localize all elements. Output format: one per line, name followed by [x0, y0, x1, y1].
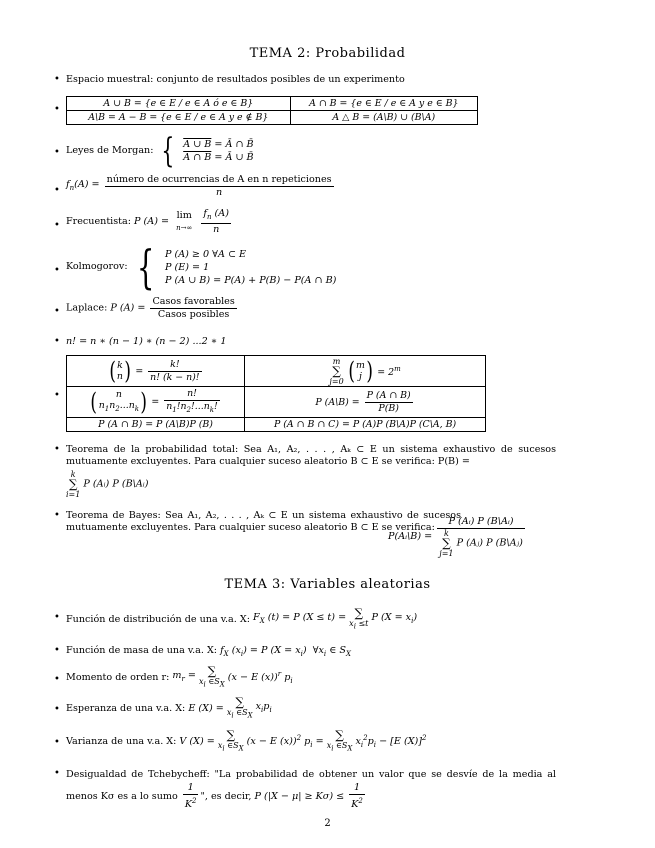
laplace: Laplace: P (A) = $\frac{\text{Casos favorables}}{\text{Casos posibles}}$	[66, 296, 235, 320]
kolmogorov-axiom-1: P (A) ≥ 0 ∀A ⊂ E	[164, 248, 247, 260]
total-probability-text: Teorema de la probabilidad total: Sea A₁, A₂, . . . , Aₖ ⊂ E un sistema exhaustivo de sucesos mutuamente excluyentes. Para cualquier suceso aleatorio B ⊂ E se verifica: P(B) =	[66, 444, 556, 467]
frec-denominator: n	[213, 223, 220, 235]
bayes-denominator: P (Aⱼ) P (B\Aⱼ)	[456, 537, 523, 549]
fn-denominator: n	[216, 187, 223, 198]
kolmogorov	[66, 240, 337, 294]
relative-frequency: $f_n(A)$ = $\frac{\text{número de ocurrencias de A en n repeticiones}}{n}$	[66, 174, 332, 198]
set-operations-table	[66, 96, 478, 125]
moment: Momento de orden r: $m_r$ = ∑ $x_i$ $\in S_X$ (x − E (x))$^r$ $p_i$	[66, 664, 293, 689]
bullet: •	[54, 147, 60, 158]
tema3-title: TEMA 3: Variables aleatorias	[224, 577, 431, 592]
frec-numerator: f	[203, 208, 207, 219]
bullet: •	[54, 265, 60, 276]
tchebycheff-text: Desigualdad de Tchebycheff: "La probabilidad de obtener un valor que se desvíe de la media al menos Kσ es a lo sumo	[66, 769, 556, 803]
binomial-sum-cell: m ∑ j=0 ( m j ) = $2^m$	[245, 356, 486, 387]
bullet: •	[54, 737, 60, 748]
morgan-label: Leyes de Morgan:	[66, 145, 154, 156]
bullet: •	[54, 645, 60, 656]
bullet: •	[54, 306, 60, 317]
frecuentista: Frecuentista: P (A) = lim n→∞ $\frac{f_n (A)}{n}$	[66, 208, 229, 235]
laplace-numerator: Casos favorables	[152, 296, 235, 307]
chain-rule-cell: P (A ∩ B ∩ C) = P (A)P (B\A)P (C\A, B)	[245, 418, 486, 432]
kolmogorov-axiom-3: P (A ∪ B) = P(A) + P(B) − P(A ∩ B)	[164, 274, 337, 286]
lim-sub: n→∞	[176, 223, 193, 232]
product-rule-cell: P (A ∩ B) = P (A\B)P (B)	[67, 418, 245, 432]
variance-label: Varianza de una v.a. X:	[66, 735, 177, 747]
laplace-denominator: Casos posibles	[157, 309, 230, 320]
factorial: n! = n ∗ (n − 1) ∗ (n − 2) ...2 ∗ 1	[66, 336, 227, 347]
combinatorics-table	[66, 355, 486, 432]
fn-numerator: número de ocurrencias de A en n repeticiones	[106, 174, 332, 185]
left-brace: {	[136, 240, 155, 294]
bullet: •	[54, 612, 60, 623]
fn-symbol: f	[66, 179, 70, 191]
symmetric-difference-cell: A △ B = (A\B) ∪ (B\A)	[290, 111, 477, 125]
kolmogorov-axiom-2: P (E) = 1	[164, 261, 210, 273]
multinomial-cell: ( n $n_1n_2...n_k$ ) = $\frac{n!}{n_1!n_2!...n_k!}$	[67, 387, 245, 418]
conditional-cell: P (A\B) = $\frac{P (A \cap B)}{P(B)}$	[245, 387, 486, 418]
bullet: •	[54, 510, 60, 521]
union-cell: A ∪ B = {e ∈ E / e ∈ A ó e ∈ B}	[67, 97, 291, 111]
binomial-cell: ( k n ) = $\frac{k!}{n! (k - n)!}$	[67, 356, 245, 387]
mass-label: Función de masa de una v.a. X:	[66, 645, 218, 656]
tchebycheff: Desigualdad de Tchebycheff: "La probabilidad de obtener un valor que se desvíe de la media al menos Kσ es a lo sumo $\frac{1}{K^2}$ ", es decir, P (|X − μ| ≥ Kσ) ≤ $\frac{1}{K^2}$	[66, 769, 556, 811]
mass-function: Función de masa de una v.a. X: $f_X$ $(x_i) = P$ $(X = x_i)$ $\forall x_i$ ∈ $S_X$	[66, 645, 351, 658]
bayes-theorem: Teorema de Bayes: Sea A₁, A₂, . . . , Aₖ ⊂ E un sistema exhaustivo de sucesos mutuamente excluyentes. Para cualquier suceso aleatorio B ⊂ E se verifica:	[66, 510, 461, 533]
morgan-laws	[66, 131, 254, 171]
laplace-label: Laplace:	[66, 302, 108, 314]
bullet: •	[54, 444, 60, 455]
bayes-numerator: P (Aᵢ) P (B\Aᵢ)	[437, 516, 525, 529]
bullet: •	[54, 220, 60, 231]
lim: lim	[176, 209, 192, 221]
morgan-law-1: A ∪ B = Ā ∩ B̄	[183, 139, 254, 150]
distribution-symbol: F	[253, 612, 260, 624]
page-number: 2	[324, 818, 331, 829]
intersection-cell: A ∩ B = {e ∈ E / e ∈ A y e ∈ B}	[290, 97, 477, 111]
bullet: •	[54, 185, 60, 196]
kolmogorov-label: Kolmogorov:	[66, 261, 128, 272]
bullet: •	[54, 704, 60, 715]
difference-cell: A\B = A − B = {e ∈ E / e ∈ A y e ∉ B}	[67, 111, 291, 125]
frecuentista-label: Frecuentista:	[66, 215, 131, 227]
distribution-label: Función de distribución de una v.a. X:	[66, 613, 250, 625]
espacio-muestral: Espacio muestral: conjunto de resultados posibles de un experimento	[66, 74, 405, 85]
bullet: •	[54, 74, 60, 85]
distribution-function: Función de distribución de una v.a. X: $F_X$ (t) = P (X ≤ t) = ∑ $x_i \le t$ P $(X = x_i)$	[66, 606, 418, 631]
bullet: •	[54, 674, 60, 685]
bullet: •	[54, 336, 60, 347]
variance: Varianza de una v.a. X: V (X) = ∑ $x_i$ $\in S_X$ (x − E (x))$^2$ $p_i$ = ∑ $x_i$ $\in S_X$ $x_i^2p_i - [E$ (X)]$^2$	[66, 728, 427, 753]
bayes-lhs: P(Aᵢ\B) =	[388, 531, 433, 542]
bayes-formula: P(Aᵢ\B) = P (Aᵢ) P (B\Aᵢ) k ∑ j=1 P (Aⱼ) P (B\Aⱼ)	[388, 516, 523, 558]
morgan-law-2: A ∩ B = Ā ∪ B̄	[183, 152, 254, 163]
tema2-title: TEMA 2: Probabilidad	[249, 46, 406, 61]
tchebycheff-tail: ", es decir,	[200, 791, 252, 803]
left-brace: {	[160, 131, 174, 171]
bullet: •	[54, 768, 60, 779]
expectation-label: Esperanza de una v.a. X:	[66, 702, 186, 714]
total-probability-sum-term: P (Aᵢ) P (B\Aᵢ)	[83, 478, 149, 490]
moment-label: Momento de orden r:	[66, 671, 170, 683]
bullet: •	[54, 104, 60, 115]
bullet: •	[54, 390, 60, 401]
total-probability: Teorema de la probabilidad total: Sea A₁, A₂, . . . , Aₖ ⊂ E un sistema exhaustivo de sucesos mutuamente excluyentes. Para cualquier suceso aleatorio B ⊂ E se verifica: P(B) = k ∑ i=1 P (Aᵢ) P (B\Aᵢ)	[66, 444, 556, 499]
expectation: Esperanza de una v.a. X: E (X) = ∑ $x_i$ $\in S_X$ $x_ip_i$	[66, 695, 272, 720]
